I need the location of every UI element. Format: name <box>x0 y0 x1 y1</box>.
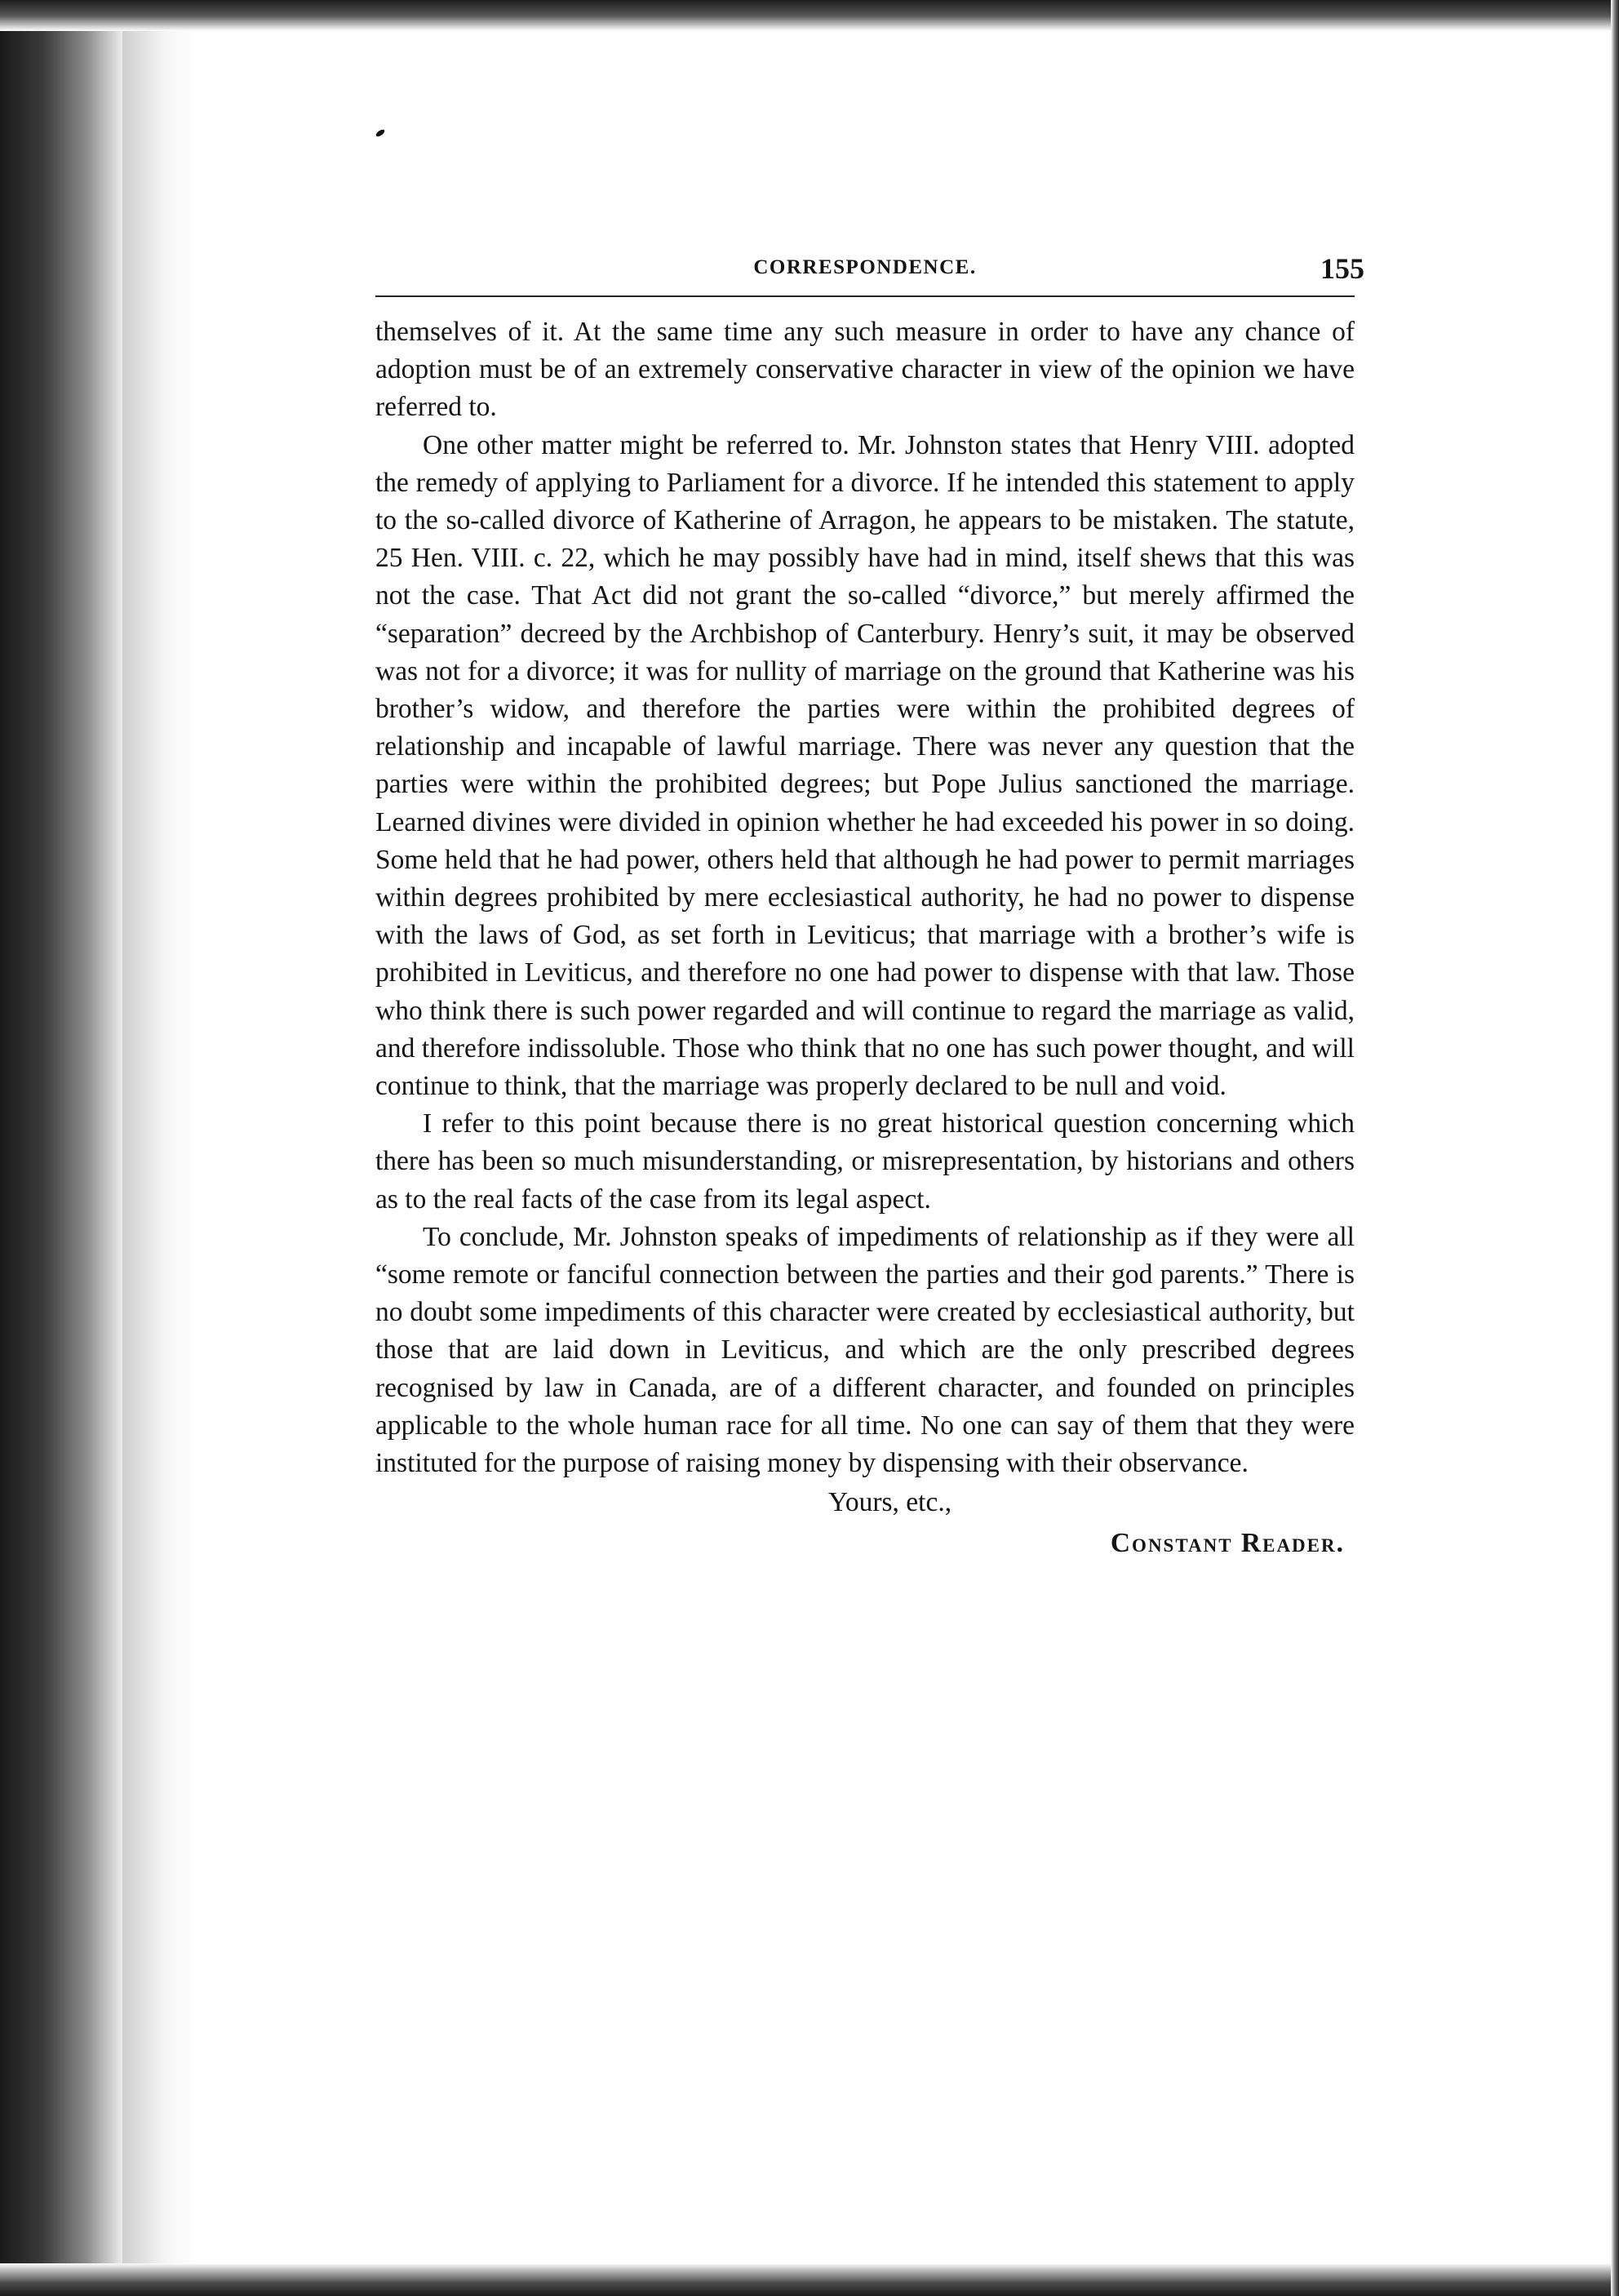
salutation: Yours, etc., <box>828 1487 952 1518</box>
scan-border-left-fade <box>122 0 196 2296</box>
running-title: CORRESPONDENCE. <box>753 256 977 278</box>
running-header <box>375 252 1364 292</box>
scan-border-top <box>0 0 1619 31</box>
letter-closing <box>375 1484 1355 1565</box>
paragraph: themselves of it. At the same time any such measure in order to have any chance of adoption must be of an extremely conservative character in view of the opinion we have referred to. <box>375 317 1355 423</box>
scan-border-bottom <box>0 2263 1619 2296</box>
ink-speck <box>375 128 385 138</box>
document-page <box>375 252 1364 1565</box>
paragraph: To conclude, Mr. Johnston speaks of impediments of relationship as if they were all “some remote or fanciful connection between the parties and their god parents.” There is no doubt some impediments of this character were created by ecclesiastical authority, but those that are laid down in Leviticus, and which are the only prescribed degrees recognised by law in Canada, are of a different character, and founded on principles applicable to the whole human race for all time. No one can say of them that they were instituted for the purpose of raising money by dispensing with their observance. <box>375 1221 1355 1479</box>
page-number: 155 <box>1320 252 1364 285</box>
signature: Constant Reader. <box>1110 1528 1345 1559</box>
scan-border-right <box>1611 0 1619 2296</box>
body-text <box>375 313 1355 1482</box>
header-rule <box>375 295 1355 297</box>
paragraph: One other matter might be referred to. Mr. Johnston states that Henry VIII. adopted the remedy of applying to Parliament for a divorce. If he intended this statement to apply to the so-called divorce of Katherine of Arragon, he appears to be mistaken. The statute, 25 Hen. VIII. c. 22, which he may possibly have had in mind, itself shews that this was not the case. That Act did not grant the so-called “divorce,” but merely affirmed the “separation” decreed by the Archbishop of Canterbury. Henry’s suit, it may be observed was not for a divorce; it was for nullity of marriage on the ground that Katherine was his brother’s widow, and therefore the parties were within the prohibited degrees of relationship and incapable of lawful marriage. There was never any question that the parties were within the prohibited degrees; but Pope Julius sanctioned the marriage. Learned divines were divided in opinion whether he had exceeded his power in so doing. Some held that he had power, others held that although he had power to permit marriages within degrees prohibited by mere ecclesiastical authority, he had no power to dispense with the laws of God, as set forth in Leviticus; that marriage with a brother’s wife is prohibited in Leviticus, and therefore no one had power to dispense with that law. Those who think there is such power regarded and will continue to regard the marriage as valid, and therefore indissoluble. Those who think that no one has such power thought, and will continue to think, that the marriage was properly declared to be null and void. <box>375 429 1355 1102</box>
scan-border-left <box>0 0 122 2296</box>
paragraph: I refer to this point because there is no great historical question concerning which there has been so much misunderstanding, or misrepresentation, by historians and others as to the real facts of the case from its legal aspect. <box>375 1108 1355 1215</box>
